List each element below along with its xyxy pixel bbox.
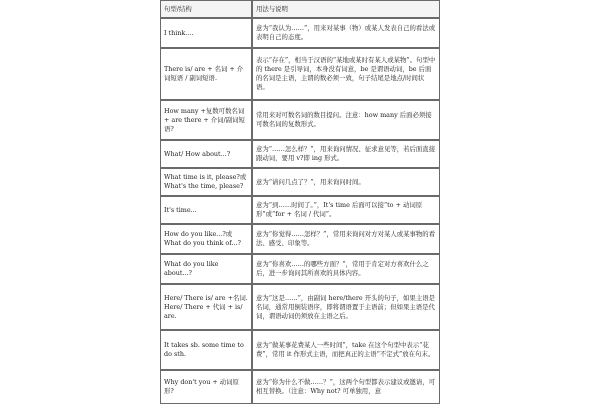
pattern-cell: It's time... <box>160 196 252 224</box>
pattern-cell: What/ How about...? <box>160 140 252 168</box>
table-row <box>160 140 440 168</box>
pattern-cell: What time is it, please?或 What's the time, please? <box>160 168 252 196</box>
table-row <box>160 48 440 100</box>
pattern-cell: Here/ There is/ are +名词. Here/ There + 代词 + is/ are. <box>160 284 252 330</box>
table-header-row <box>160 0 440 18</box>
usage-cell: 表示“存在”，相当于汉语的“某地或某时有某人或某物”。句型中的 there 是引导词，本身没有词意，be 是谓语动词，be 后面的名词是主语，主谓的数必须一致，句子结尾是地点/时间状语。 <box>252 48 440 100</box>
header-usage: 用法与说明 <box>252 0 440 18</box>
pattern-cell: Why don't you + 动词原形? <box>160 370 252 404</box>
usage-cell: 意为“你觉得……怎样？”，常用来询问对方对某人或某事物的看法、感受、印象等。 <box>252 224 440 254</box>
usage-cell: 意为“到……时间了。”，It's time 后面可以接“to + 动词原形”或“for + 名词 / 代词”。 <box>252 196 440 224</box>
pattern-cell: How many +复数可数名词 + are there + 介词/副词短语? <box>160 100 252 140</box>
usage-cell: 意为“这是……”，由副词 here/there 开头的句子，如果主语是名词，通常用倒装语序，即将谓语置于主语前；但如果主语是代词，谓语动词仍须放在主语之后。 <box>252 284 440 330</box>
usage-cell: 意为“请问几点了？”，用来询问时间。 <box>252 168 440 196</box>
table-row <box>160 168 440 196</box>
sentence-pattern-table <box>160 0 440 404</box>
pattern-cell: It takes sb. some time to do sth. <box>160 330 252 370</box>
header-pattern: 句型/结构 <box>160 0 252 18</box>
table-row <box>160 284 440 330</box>
table-row <box>160 100 440 140</box>
usage-cell: 意为“……怎么样？”，用来询问情况、征求意见等，若后面直接跟动词，要用 v?即 ing 形式。 <box>252 140 440 168</box>
pattern-cell: What do you like about...? <box>160 254 252 284</box>
grammar-table-sheet <box>160 0 440 400</box>
usage-cell: 常用来对可数名词的数目提问。注意：how many 后面必须接可数名词的复数形式。 <box>252 100 440 140</box>
table-row <box>160 18 440 48</box>
table-row <box>160 370 440 404</box>
usage-cell: 意为“我认为……”，用来对某事（物）或某人发表自己的看法或表明自己的态度。 <box>252 18 440 48</box>
table-row <box>160 254 440 284</box>
pattern-cell: How do you like...?或 What do you think of...? <box>160 224 252 254</box>
table-row <box>160 330 440 370</box>
usage-cell: 意为“你为什么不做……？”，这两个句型都表示建议或邀请，可相互替换。（注意：Why not? 可单独用，意 <box>252 370 440 404</box>
table-row <box>160 224 440 254</box>
pattern-cell: There is/ are + 名词 + 介词短语 / 副词短语. <box>160 48 252 100</box>
pattern-cell: I think.... <box>160 18 252 48</box>
usage-cell: 意为“做某事花费某人一些时间”，take 在这个句型中表示“花费”，常用 it 作形式主语，而把真正的主语“不定式”放在句末。 <box>252 330 440 370</box>
usage-cell: 意为“你喜欢……的哪些方面？”，常用于肯定对方喜欢什么之后，进一步询问其所喜欢的具体内容。 <box>252 254 440 284</box>
table-row <box>160 196 440 224</box>
